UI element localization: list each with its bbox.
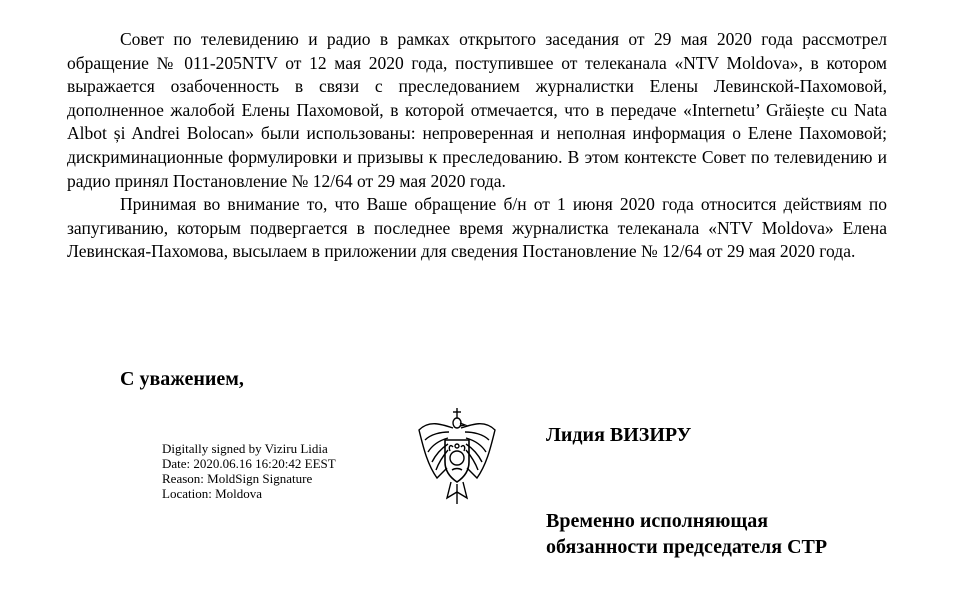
signature-date-line: Date: 2020.06.16 16:20:42 EEST (162, 456, 336, 471)
signed-by-line: Digitally signed by Viziru Lidia (162, 441, 328, 456)
signature-location-line: Location: Moldova (162, 486, 263, 501)
signer-name: Лидия ВИЗИРУ (546, 424, 692, 446)
letter-body (67, 28, 887, 264)
signer-title-line-1: Временно исполняющая (546, 510, 769, 532)
greeting: С уважением, (120, 368, 244, 390)
signature-reason-line: Reason: MoldSign Signature (162, 471, 313, 486)
paragraph-2: Принимая во внимание то, что Ваше обращение б/н от 1 июня 2020 года относится действиям по запугиванию, которым подвергается в последнее время журналистка телеканала «NTV Moldova» Елена Левинская-Пахомова, высылаем в приложении для сведения Постановление № 12/64 от 29 мая 2020 года. (67, 194, 887, 262)
signer-title (546, 508, 827, 560)
paragraph-1: Совет по телевидению и радио в рамках открытого заседания от 29 мая 2020 года рассмотрел обращение № 011-205NTV от 12 мая 2020 года, поступившее от телеканала «NTV Moldova», в котором выражается озабоченность в связи с преследованием журналистки Елены Левинской-Пахомовой, дополненное жалобой Елены Пахомовой, в которой отмечается, что в передаче «Internetu’ Grăiește cu Nata Albot și Andrei Bolocan» были использованы: непроверенная и неполная информация о Елене Пахомовой; дискриминационные формулировки и призывы к преследованию. В этом контексте Совет по телевидению и радио принял Постановление № 12/64 от 29 мая 2020 года. (67, 29, 887, 191)
coat-of-arms-icon (415, 406, 499, 510)
signer-title-line-2: обязанности председателя СТР (546, 536, 828, 558)
digital-signature-block (162, 441, 336, 501)
